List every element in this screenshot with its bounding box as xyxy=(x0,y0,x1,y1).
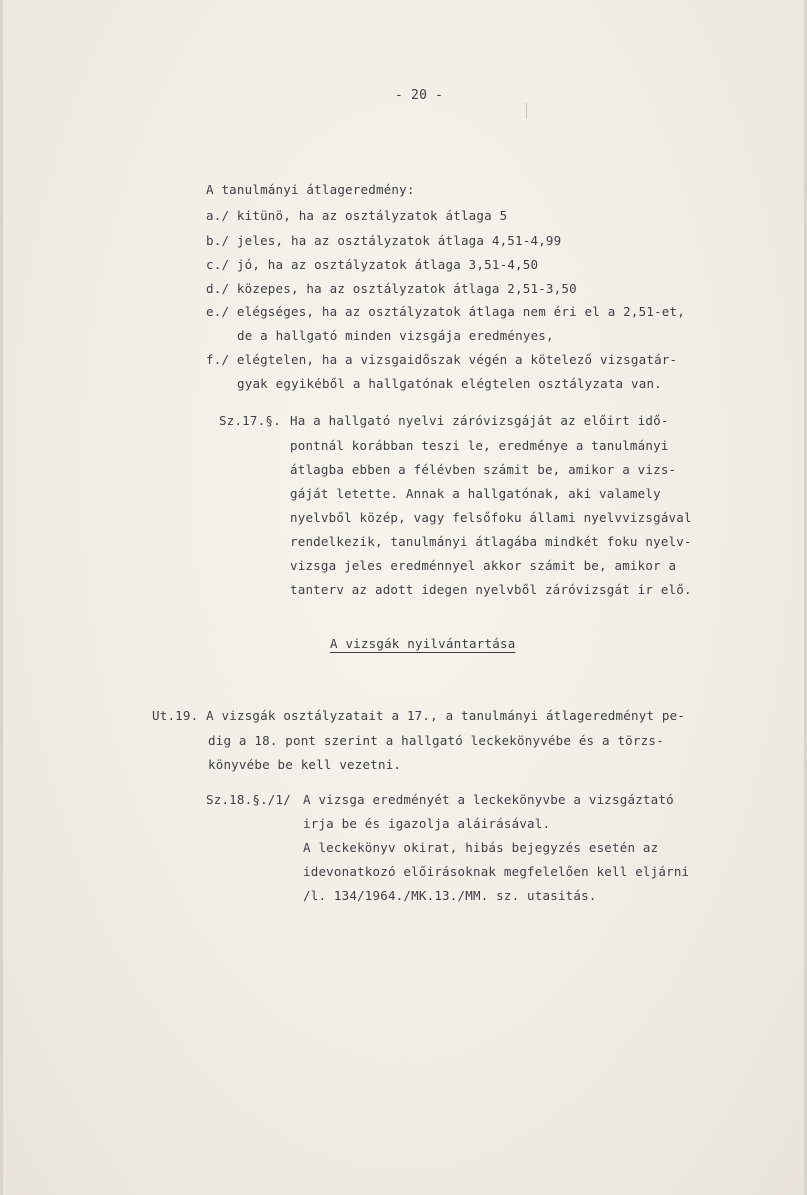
average-item-f-cont: gyak egyikéből a hallgatónak elégtelen osztályzata van. xyxy=(237,376,662,391)
sz17-line-8: tanterv az adott idegen nyelvből záróvizsgát ir elő. xyxy=(290,582,692,597)
average-item-f: f./ elégtelen, ha a vizsgaidőszak végén a kötelező vizsgatár- xyxy=(206,352,678,367)
sz18-line-2: irja be és igazolja aláirásával. xyxy=(303,816,551,831)
average-item-a: a./ kitünö, ha az osztályzatok átlaga 5 xyxy=(206,208,508,223)
average-item-e: e./ elégséges, ha az osztályzatok átlaga nem éri el a 2,51-et, xyxy=(206,304,685,319)
sz17-line-7: vizsga jeles eredménnyel akkor számit be, amikor a xyxy=(290,558,677,573)
sz18-label: Sz.18.§./1/ xyxy=(206,792,291,807)
sz17-line-3: átlagba ebben a félévben számit be, amikor a vizs- xyxy=(290,462,677,477)
average-item-d: d./ közepes, ha az osztályzatok átlaga 2,51-3,50 xyxy=(206,281,577,296)
sz17-line-1: Ha a hallgató nyelvi záróvizsgáját az előirt idő- xyxy=(290,413,669,428)
sz17-label: Sz.17.§. xyxy=(219,413,281,428)
sz17-line-5: nyelvből közép, vagy felsőfoku állami nyelvvizsgával xyxy=(290,510,692,525)
sz18-line-4: idevonatkozó előirásoknak megfelelően kell eljárni xyxy=(303,864,690,879)
sz17-line-4: gáját letette. Annak a hallgatónak, aki valamely xyxy=(290,486,661,501)
ut19-line-1: Ut.19. A vizsgák osztályzatait a 17., a tanulmányi átlageredményt pe- xyxy=(152,708,686,723)
average-item-e-cont: de a hallgató minden vizsgája eredményes, xyxy=(237,328,554,343)
ut19-line-2: dig a 18. pont szerint a hallgató leckekönyvébe és a törzs- xyxy=(208,733,664,748)
section-title: A vizsgák nyilvántartása xyxy=(330,636,516,651)
sz17-line-6: rendelkezik, tanulmányi átlagába mindkét foku nyelv- xyxy=(290,534,692,549)
sz18-line-3: A leckekönyv okirat, hibás bejegyzés esetén az xyxy=(303,840,659,855)
sz18-line-1: A vizsga eredményét a leckekönyvbe a vizsgáztató xyxy=(303,792,674,807)
page-number: - 20 - xyxy=(395,88,444,103)
sz18-line-5: /l. 134/1964./MK.13./MM. sz. utasitás. xyxy=(303,888,597,903)
average-item-c: c./ jó, ha az osztályzatok átlaga 3,51-4,50 xyxy=(206,257,539,272)
paper-mark xyxy=(526,103,527,119)
average-heading: A tanulmányi átlageredmény: xyxy=(206,182,415,197)
sz17-line-2: pontnál korábban teszi le, eredménye a tanulmányi xyxy=(290,438,669,453)
average-item-b: b./ jeles, ha az osztályzatok átlaga 4,51-4,99 xyxy=(206,233,562,248)
ut19-line-3: könyvébe be kell vezetni. xyxy=(208,757,402,772)
